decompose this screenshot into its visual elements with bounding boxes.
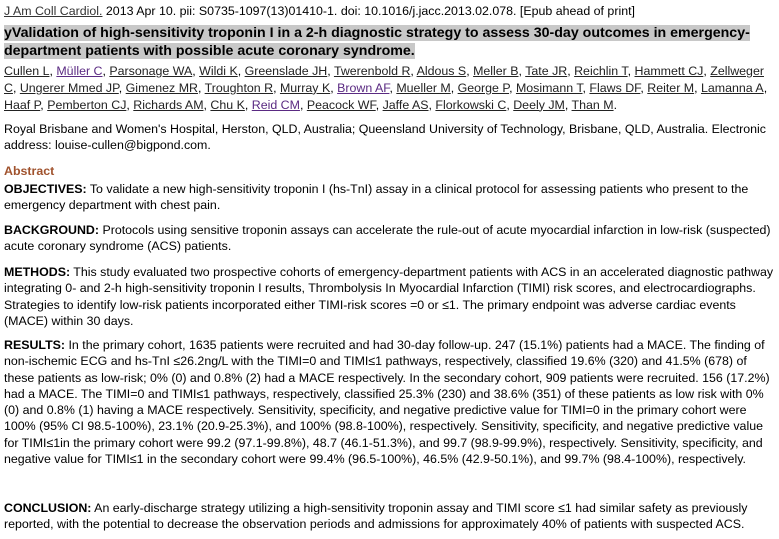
author-separator: , (428, 97, 436, 112)
author-separator: , (126, 97, 134, 112)
section-text: In the primary cohort, 1635 patients were recruited and had 30-day follow-up. 247 (15.1%) patients had a MACE. The finding of non-ischemic ECG and hs-TnI ≤26.2ng/L with the TIMI=0 and TIMI≤1 pathways, respectively, classified 19.6% (320) and 41.5% (678) of these patients as low-risk; 0% (0) and 0.8% (2) had a MACE respectively. In the secondary cohort, 909 patients were recruited. 156 (17.2%) had a MACE. The TIMI=0 and TIMI≤1 pathways, respectively, classified 25.3% (230) and 38.6% (351) of these patients as low risk with 0% (0) and 0.8% (1) having a MACE respectively. Sensitivity, specificity, and negative predictive value for TIMI=0 in the primary cohort were 100% (95% CI 98.5-100%), 23.1% (20.9-25.3%), and 100% (98.8-100%), respectively. Sensitivity, specificity, and negative predictive value for TIMI≤1in the primary cohort were 99.2 (97.1-99.8%), 48.7 (46.1-51.3%), and 99.7 (98.9-99.9%), respectively. Sensitivity, specificity, and negative value for TIMI≤1 in the secondary cohort were 99.4% (96.5-100%), 46.5% (42.9-50.1%), and 99.7% (98.4-100%), respectively. (4, 338, 770, 467)
author-separator: , (518, 64, 526, 78)
author-link[interactable]: Wildi K (199, 64, 238, 78)
author-link[interactable]: Cullen L (4, 64, 50, 78)
author-link[interactable]: Gimenez MR (125, 80, 198, 95)
section-label: RESULTS: (4, 338, 66, 352)
author-link[interactable]: Brown AF (337, 80, 390, 95)
author-link[interactable]: Mueller M (396, 80, 451, 95)
section-text: An early-discharge strategy utilizing a high-sensitivity troponin assay and TIMI score ≤1 had similar safety as previously reported, with the potential to decrease the observation periods and admissions for approximately 40% of patients with suspected ACS. (4, 501, 748, 532)
author-link[interactable]: Pemberton CJ (47, 97, 127, 112)
author-link[interactable]: Tate JR (525, 64, 568, 78)
section-objectives (4, 181, 774, 214)
author-separator: , (49, 64, 57, 78)
author-link[interactable]: Parsonage WA (109, 64, 193, 78)
author-link[interactable]: George P (457, 80, 510, 95)
author-separator: , (694, 80, 701, 95)
section-text: To validate a new high-sensitivity troponin I (hs-TnI) assay in a clinical protocol for assessing patients who present to the emergency department with chest pain. (4, 182, 749, 213)
author-link[interactable]: Lamanna A (700, 80, 764, 95)
author-separator: , (703, 64, 711, 78)
author-link[interactable]: Peacock WF (306, 97, 376, 112)
author-link[interactable]: Richards AM (133, 97, 204, 112)
author-separator: , (327, 64, 334, 78)
author-list-end: . (613, 97, 618, 112)
author-link[interactable]: Haaf P (4, 97, 41, 112)
section-methods (4, 264, 774, 329)
author-separator: , (244, 97, 252, 112)
author-separator: , (118, 80, 126, 95)
citation-line (4, 4, 635, 20)
section-background (4, 222, 774, 255)
section-text: Protocols using sensitive troponin assays can accelerate the rule-out of acute myocardial infarction in low-risk (suspected) acute coronary syndrome (ACS) patients. (4, 223, 771, 254)
author-separator: , (763, 80, 768, 95)
author-separator: , (564, 97, 572, 112)
author-link[interactable]: Troughton R (204, 80, 274, 95)
author-link[interactable]: Meller B (473, 64, 519, 78)
author-separator: , (197, 80, 205, 95)
affiliation: Royal Brisbane and Women's Hospital, Herston, QLD, Australia; Queensland University of Technology, Brisbane, QLD, Australia. Electronic address: louise-cullen@bigpond.com. (4, 122, 767, 152)
section-text: This study evaluated two prospective cohorts of emergency-department patients with ACS in an accelerated diagnostic pathway integrating 0- and 2-h high-sensitivity troponin I results, Thrombolysis In Myocardial Infarction (TIMI) risk scores, and electrocardiographs. Strategies to identify low-risk patients incorporated either TIMI-risk scores =0 or ≤1. The primary endpoint was adverse cardiac events (MACE) within 30 days. (4, 265, 774, 328)
author-separator: , (40, 97, 48, 112)
author-link[interactable]: Deely JM (513, 97, 565, 112)
author-link[interactable]: Mosimann T (515, 80, 583, 95)
author-separator: , (640, 80, 648, 95)
section-conclusion (4, 500, 774, 533)
author-link[interactable]: Murray K (279, 80, 331, 95)
author-separator: , (567, 64, 575, 78)
author-link[interactable]: Hammett CJ (634, 64, 704, 78)
author-separator: , (509, 80, 516, 95)
author-separator: , (203, 97, 211, 112)
author-link[interactable]: Aldous S (416, 64, 467, 78)
author-separator: , (450, 80, 458, 95)
author-separator: , (273, 80, 280, 95)
author-link[interactable]: Reid CM (251, 97, 300, 112)
journal-link[interactable]: J Am Coll Cardiol. (4, 4, 103, 18)
section-results (4, 337, 774, 467)
author-separator: , (582, 80, 590, 95)
author-link[interactable]: Reiter M (647, 80, 695, 95)
author-link[interactable]: Jaffe AS (382, 97, 429, 112)
abstract-heading: Abstract (4, 164, 55, 178)
section-label: METHODS: (4, 265, 71, 279)
author-link[interactable]: Reichlin T (574, 64, 628, 78)
author-link[interactable]: Zellweger C (4, 64, 764, 95)
author-separator: , (330, 80, 338, 95)
author-link[interactable]: Greenslade JH (244, 64, 328, 78)
author-list (4, 63, 776, 113)
author-separator: , (375, 97, 383, 112)
article-title (4, 25, 770, 60)
author-link[interactable]: Ungerer Mmed JP (19, 80, 119, 95)
section-label: OBJECTIVES: (4, 182, 87, 196)
author-link[interactable]: Chu K (210, 97, 245, 112)
author-link[interactable]: Flaws DF (589, 80, 641, 95)
author-separator: , (299, 97, 307, 112)
author-link[interactable]: Florkowski C (435, 97, 507, 112)
author-separator: , (506, 97, 514, 112)
citation-details: 2013 Apr 10. pii: S0735-1097(13)01410-1. doi: 10.1016/j.jacc.2013.02.078. [Epub ahead of print] (102, 4, 635, 18)
article-title-text: yValidation of high-sensitivity troponin I in a 2-h diagnostic strategy to assess 30-day outcomes in emergency-department patients with possible acute coronary syndrome. (4, 25, 750, 59)
author-separator: , (237, 64, 245, 78)
author-link[interactable]: Than M (571, 97, 614, 112)
section-label: CONCLUSION: (4, 501, 92, 515)
author-separator: , (410, 64, 417, 78)
author-separator: , (627, 64, 635, 78)
section-label: BACKGROUND: (4, 223, 99, 237)
author-separator: , (192, 64, 200, 78)
author-separator: , (466, 64, 474, 78)
author-link[interactable]: Twerenbold R (333, 64, 411, 78)
author-separator: , (389, 80, 397, 95)
author-separator: , (102, 64, 110, 78)
author-link[interactable]: Müller C (56, 64, 103, 78)
author-separator: , (12, 80, 20, 95)
